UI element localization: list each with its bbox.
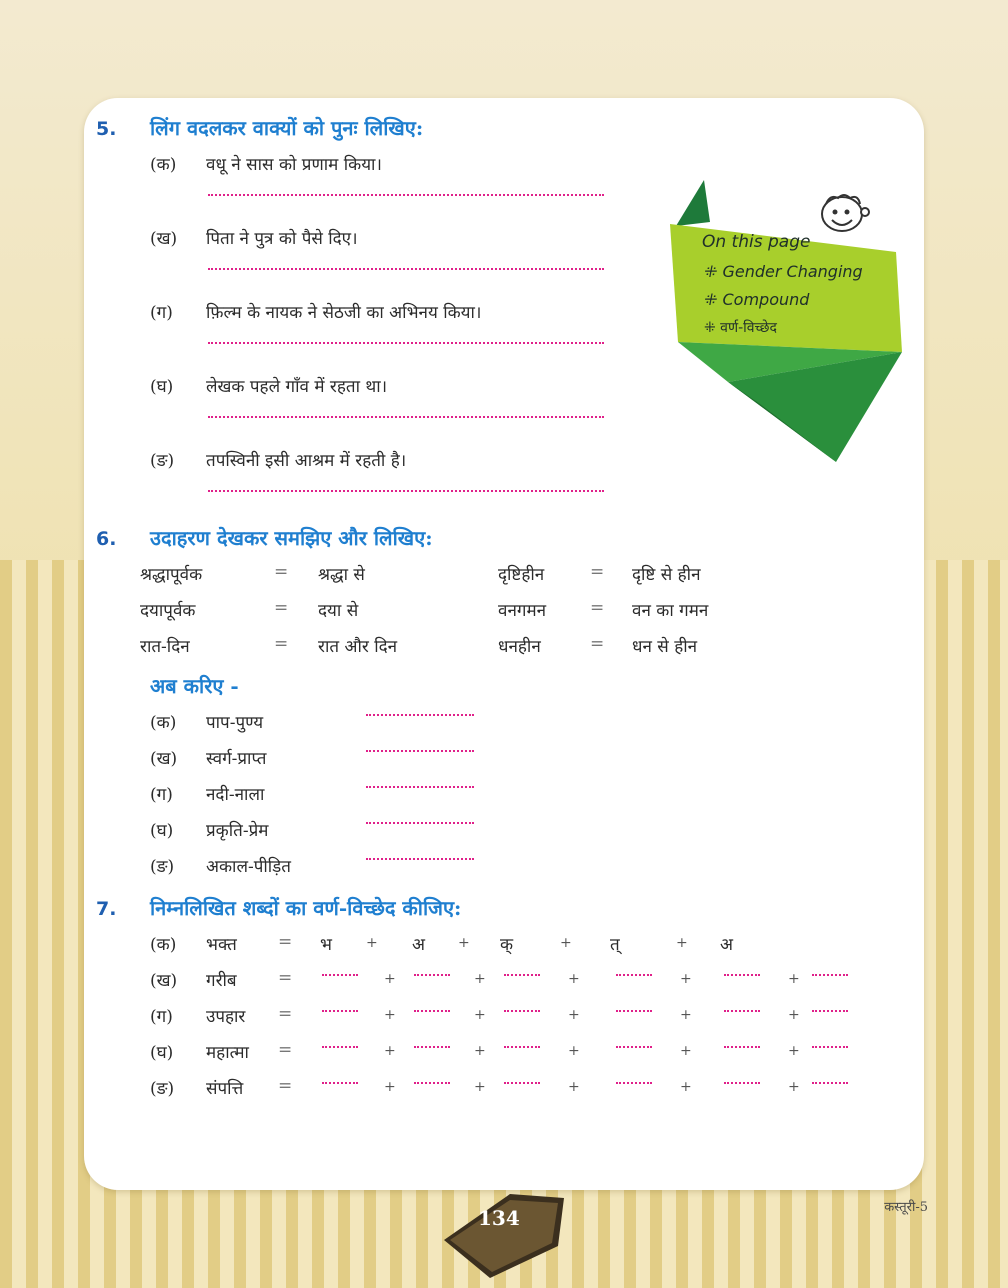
equals-sign: = <box>278 1040 293 1060</box>
plus-sign: + <box>384 1007 396 1023</box>
example-cell: दृष्टि से हीन <box>632 565 701 585</box>
item-word: नदी-नाला <box>206 785 265 805</box>
example-cell: रात-दिन <box>140 637 190 657</box>
answer-line <box>208 416 604 418</box>
answer-blank <box>724 1082 760 1084</box>
answer-blank <box>724 974 760 976</box>
answer-blank <box>504 1046 540 1048</box>
answer-blank <box>504 1082 540 1084</box>
item-label: (घ) <box>150 821 174 841</box>
answer-line <box>208 268 604 270</box>
answer-blank <box>724 1046 760 1048</box>
item-label: (ग) <box>150 303 173 323</box>
plus-sign: + <box>384 971 396 987</box>
smiley-face-icon <box>816 190 872 236</box>
plus-sign: + <box>474 1043 486 1059</box>
item-label: (ख) <box>150 229 178 249</box>
answer-blank <box>414 974 450 976</box>
item-label: (घ) <box>150 377 174 397</box>
example-cell: = <box>274 562 289 582</box>
plus-sign: + <box>680 971 692 987</box>
plus-sign: + <box>568 1079 580 1095</box>
q6-number: 6. <box>96 528 117 550</box>
answer-line <box>366 822 474 824</box>
answer-blank <box>414 1010 450 1012</box>
answer-blank <box>504 1010 540 1012</box>
banner-item: ⁜ वर्ण-विच्छेद <box>704 320 777 336</box>
example-cell: श्रद्धापूर्वक <box>140 565 203 585</box>
plus-sign: + <box>474 1079 486 1095</box>
answer-blank <box>812 1010 848 1012</box>
plus-sign: + <box>474 971 486 987</box>
example-cell: = <box>274 634 289 654</box>
item-sentence: वधू ने सास को प्रणाम किया। <box>206 155 382 175</box>
plus-sign: + <box>384 1079 396 1095</box>
answer-line <box>366 714 474 716</box>
item-sentence: लेखक पहले गाँव में रहता था। <box>206 377 388 397</box>
plus-sign: + <box>676 935 688 951</box>
item-word: भक्त <box>206 935 237 955</box>
item-word: प्रकृति-प्रेम <box>206 821 269 841</box>
answer-blank <box>812 1046 848 1048</box>
plus-sign: + <box>788 1007 800 1023</box>
answer-line <box>366 786 474 788</box>
letter-part: अ <box>720 935 733 955</box>
answer-blank <box>322 974 358 976</box>
plus-sign: + <box>366 935 378 951</box>
on-this-page-banner <box>668 176 908 476</box>
example-cell: दया से <box>318 601 359 621</box>
example-cell: रात और दिन <box>318 637 398 657</box>
example-cell: धन से हीन <box>632 637 698 657</box>
answer-blank <box>414 1046 450 1048</box>
plus-sign: + <box>680 1079 692 1095</box>
example-cell: श्रद्धा से <box>318 565 365 585</box>
answer-blank <box>414 1082 450 1084</box>
letter-part: अ <box>412 935 425 955</box>
example-cell: वन का गमन <box>632 601 709 621</box>
item-label: (क) <box>150 935 177 955</box>
item-label: (ग) <box>150 785 173 805</box>
equals-sign: = <box>278 1004 293 1024</box>
example-cell: दृष्टिहीन <box>498 565 545 585</box>
answer-blank <box>616 974 652 976</box>
item-word: महात्मा <box>206 1043 249 1063</box>
item-label: (ख) <box>150 749 178 769</box>
example-cell: = <box>590 598 605 618</box>
plus-sign: + <box>384 1043 396 1059</box>
item-label: (ख) <box>150 971 178 991</box>
answer-blank <box>812 1082 848 1084</box>
q7-number: 7. <box>96 898 117 920</box>
page-number-badge <box>440 1188 568 1280</box>
plus-sign: + <box>560 935 572 951</box>
q5-title: लिंग वदलकर वाक्यों को पुनः लिखिए: <box>150 116 424 140</box>
item-word: स्वर्ग-प्राप्त <box>206 749 267 769</box>
equals-sign: = <box>278 932 293 952</box>
plus-sign: + <box>788 1079 800 1095</box>
example-cell: दयापूर्वक <box>140 601 196 621</box>
item-label: (ङ) <box>150 1079 175 1099</box>
q6-subtitle: अब करिए - <box>150 674 239 698</box>
example-cell: वनगमन <box>498 601 547 621</box>
answer-blank <box>504 974 540 976</box>
answer-blank <box>616 1046 652 1048</box>
item-word: पाप-पुण्य <box>206 713 264 733</box>
book-name: कस्तूरी-5 <box>884 1200 928 1215</box>
equals-sign: = <box>278 968 293 988</box>
answer-blank <box>322 1082 358 1084</box>
item-label: (क) <box>150 155 177 175</box>
example-cell: = <box>274 598 289 618</box>
q7-title: निम्नलिखित शब्दों का वर्ण-विच्छेद कीजिए: <box>150 896 462 920</box>
answer-line <box>208 194 604 196</box>
example-cell: धनहीन <box>498 637 541 657</box>
answer-blank <box>724 1010 760 1012</box>
item-sentence: तपस्विनी इसी आश्रम में रहती है। <box>206 451 407 471</box>
answer-blank <box>322 1046 358 1048</box>
item-label: (घ) <box>150 1043 174 1063</box>
item-word: उपहार <box>206 1007 246 1027</box>
item-word: गरीब <box>206 971 237 991</box>
answer-blank <box>616 1010 652 1012</box>
banner-item: ⁜ Compound <box>704 290 810 309</box>
letter-part: क् <box>500 935 514 955</box>
plus-sign: + <box>568 1043 580 1059</box>
plus-sign: + <box>568 971 580 987</box>
page-number: 134 <box>478 1206 520 1230</box>
answer-line <box>208 342 604 344</box>
banner-item: ⁜ Gender Changing <box>704 262 863 281</box>
equals-sign: = <box>278 1076 293 1096</box>
answer-blank <box>812 974 848 976</box>
item-label: (ङ) <box>150 451 175 471</box>
letter-part: त् <box>610 935 620 955</box>
item-label: (क) <box>150 713 177 733</box>
plus-sign: + <box>474 1007 486 1023</box>
plus-sign: + <box>680 1007 692 1023</box>
q5-number: 5. <box>96 118 117 140</box>
plus-sign: + <box>458 935 470 951</box>
item-sentence: पिता ने पुत्र को पैसे दिए। <box>206 229 358 249</box>
plus-sign: + <box>680 1043 692 1059</box>
item-word: अकाल-पीड़ित <box>206 857 291 877</box>
item-label: (ङ) <box>150 857 175 877</box>
letter-part: भ <box>320 935 332 955</box>
answer-blank <box>616 1082 652 1084</box>
item-word: संपत्ति <box>206 1079 244 1099</box>
item-label: (ग) <box>150 1007 173 1027</box>
answer-line <box>366 858 474 860</box>
plus-sign: + <box>788 1043 800 1059</box>
q6-title: उदाहरण देखकर समझिए और लिखिए: <box>150 526 433 550</box>
example-cell: = <box>590 562 605 582</box>
item-sentence: फ़िल्म के नायक ने सेठजी का अभिनय किया। <box>206 303 482 323</box>
plus-sign: + <box>788 971 800 987</box>
example-cell: = <box>590 634 605 654</box>
answer-line <box>366 750 474 752</box>
plus-sign: + <box>568 1007 580 1023</box>
answer-line <box>208 490 604 492</box>
answer-blank <box>322 1010 358 1012</box>
banner-heading: On this page <box>702 232 811 252</box>
